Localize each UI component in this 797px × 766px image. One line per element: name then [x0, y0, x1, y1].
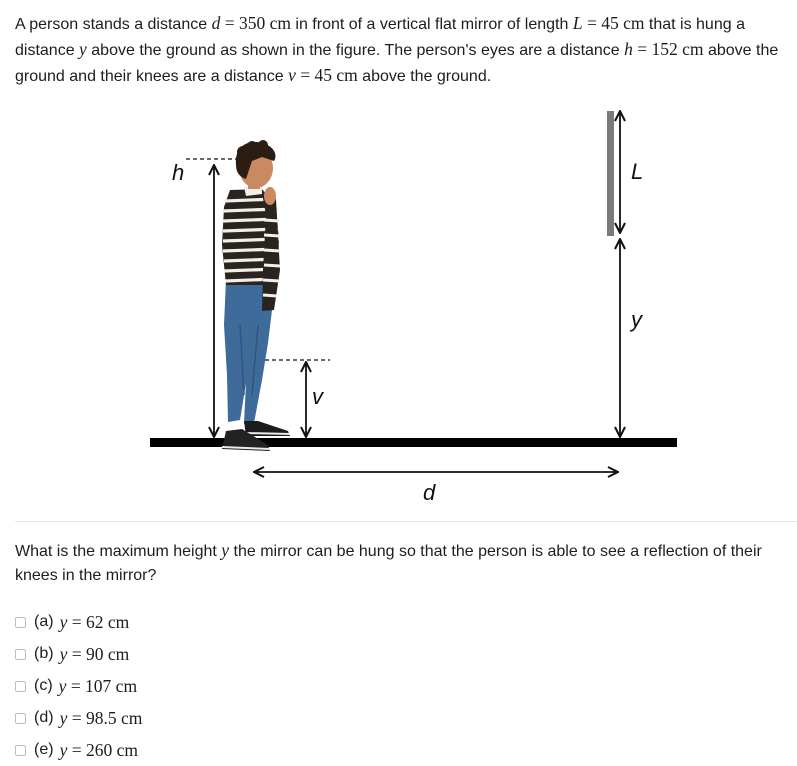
answer-choices — [15, 606, 142, 766]
choice-value: y = 107 cm — [58, 675, 138, 696]
label-y: y — [631, 307, 642, 332]
var-v: v — [288, 65, 296, 85]
checkbox-b[interactable] — [15, 649, 26, 660]
choice-value: y = 62 cm — [59, 611, 130, 632]
label-v: v — [312, 384, 323, 409]
var-y: y — [221, 540, 230, 560]
choice-a[interactable] — [15, 606, 142, 638]
choice-letter: (d) — [34, 709, 54, 726]
choice-value: y = 98.5 cm — [59, 707, 143, 728]
choice-b[interactable] — [15, 638, 142, 670]
choice-c[interactable] — [15, 670, 142, 702]
checkbox-c[interactable] — [15, 681, 26, 692]
person-hand — [264, 187, 276, 205]
checkbox-d[interactable] — [15, 713, 26, 724]
choice-d[interactable] — [15, 702, 142, 734]
mirror — [607, 111, 614, 236]
section-divider — [15, 521, 797, 522]
person-figure — [222, 140, 290, 451]
choice-letter: (e) — [34, 741, 54, 758]
choice-letter: (a) — [34, 613, 54, 630]
question-prompt: What is the maximum height y the mirror can be hung so that the person is able to see a reflection of their knees in the mirror? — [15, 540, 762, 584]
problem-statement: A person stands a distance d = 350 cm in front of a vertical flat mirror of length L = 45 cm that is hung a distance y above the ground as shown in the figure. The person's eyes are a distance h = 152 cm above the ground and their knees are a distance v = 45 cm above the ground. — [15, 13, 779, 85]
checkbox-a[interactable] — [15, 617, 26, 628]
label-d: d — [423, 480, 436, 505]
var-d: d — [211, 13, 221, 33]
choice-letter: (b) — [34, 645, 54, 662]
figure-svg — [0, 95, 797, 515]
checkbox-e[interactable] — [15, 745, 26, 756]
choice-value: y = 260 cm — [59, 739, 138, 760]
choice-letter: (c) — [34, 677, 53, 694]
var-h: h — [624, 39, 633, 59]
label-h: h — [172, 160, 185, 185]
var-y: y — [79, 39, 87, 59]
var-L: L — [572, 13, 583, 33]
choice-e[interactable] — [15, 734, 142, 766]
mirror-figure — [0, 95, 797, 515]
label-L: L — [631, 159, 644, 184]
choice-value: y = 90 cm — [59, 643, 130, 664]
